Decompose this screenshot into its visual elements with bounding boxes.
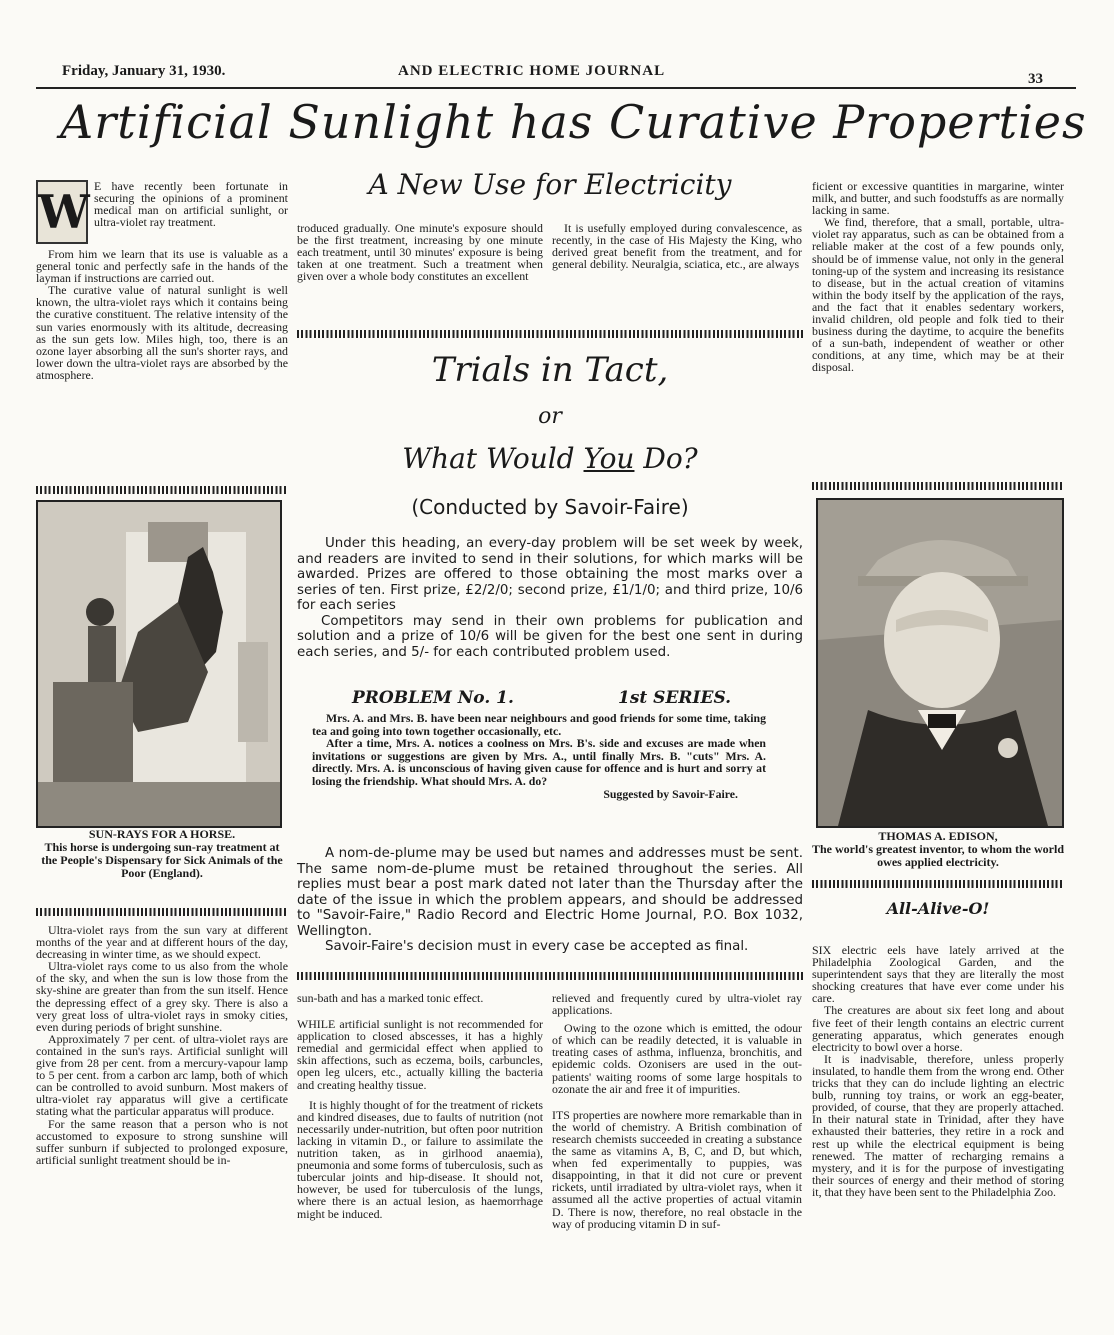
col1-bottom-article — [36, 924, 288, 1166]
col3-top-article — [552, 222, 802, 270]
tact-para-4: Savoir-Faire's decision must in every case be accepted as final. — [325, 939, 749, 954]
edison-caption-text: The world's greatest inventor, to whom the world owes applied electricity. — [812, 842, 1064, 869]
tact-rules — [297, 846, 803, 955]
intro-para-3: The curative value of natural sunlight is well known, the ultra-violet rays which it contains being the curative constituent. The relative intensity of the sun varies enormously with its altitude, decreasing as the sun gets low. Miles high, too, there is an ozone layer absorbing all the sun's shorter rays, and lower down the ultra-violet rays are absorbed by the atmosphere. — [36, 283, 288, 382]
tact-subtitle-b: Do? — [634, 442, 698, 475]
problem-suggested: Suggested by Savoir-Faire. — [603, 786, 738, 801]
subheadline: A New Use for Electricity — [368, 168, 732, 201]
alive-para-2: The creatures are about six feet long and about five feet of their length contains an electric current generating apparatus, which generates enough electricity to bowl over a horse. — [812, 1003, 1064, 1054]
horse-illustration — [38, 502, 280, 826]
tact-subtitle-you: You — [583, 442, 635, 475]
col3-bottom-article — [552, 992, 802, 1230]
edison-photo — [816, 498, 1064, 828]
col4-top-article — [812, 180, 1064, 374]
problem-label: PROBLEM No. 1. — [352, 688, 514, 708]
col4-top-text: ficient or excessive quantities in margarine, winter milk, and butter, and such foodstuffs as are normally lacking in same. — [812, 179, 1064, 218]
divider-rule — [812, 482, 1064, 490]
divider-rule — [36, 908, 288, 916]
horse-caption-title: SUN-RAYS FOR A HORSE. — [88, 827, 236, 841]
col3-top-text: It is usefully employed during convalescence, as recently, in the case of His Majesty the King, who derived great benefit from the treatment, and for general debility. Neuralgia, sciatica, etc., are always — [552, 221, 802, 272]
divider-rule — [36, 486, 288, 494]
col2-para-0: sun-bath and has a marked tonic effect. — [297, 991, 484, 1005]
series-label: 1st SERIES. — [618, 688, 732, 708]
tact-title: Trials in Tact, — [431, 350, 669, 390]
horse-photo — [36, 500, 282, 828]
problem-text — [312, 712, 766, 800]
alive-para-1: SIX electric eels have lately arrived at the Philadelphia Zoological Garden, and the superintendent says that they are literally the most shocking creatures that have ever come under his care. — [812, 943, 1064, 1006]
col3-para-0: relieved and frequently cured by ultra-violet ray applications. — [552, 991, 802, 1018]
divider-rule — [297, 972, 803, 980]
problem-para-1: Mrs. A. and Mrs. B. have been near neighbours and good friends for some time, taking tea and going into town together occasionally, etc. — [312, 711, 766, 738]
col3-para-1: Owing to the ozone which is emitted, the odour of which can be readily detected, it is valuable in treating cases of asthma, influenza, bronchitis, and epidemic colds. Ozonisers are used in the out-patients' waiting rooms of some large hospitals to ozonate the air and free it of impurities. — [552, 1021, 802, 1096]
intro-article — [36, 180, 288, 381]
problem-para-2: After a time, Mrs. A. notices a coolness on Mrs. B's. side and excuses are made when invitations or suggestions are given by Mrs. A., until finally Mrs. B. "cuts" Mrs. A. directly. Mrs. A. is unconscious of having given cause for offence and is hurt and sorry at losing the friendship. What should Mrs. A. do? — [312, 736, 766, 788]
col2-top-text: troduced gradually. One minute's exposure should be the first treatment, increasing by one minute each treatment, until 30 minutes' exposure is being taken at one treatment. Such a treatment when given over a whole body constitutes an excellent — [297, 221, 543, 284]
divider-rule — [297, 330, 803, 338]
col4-top-para-2: We find, therefore, that a small, portable, ultra-violet ray apparatus, such as can be obtained from a reliable maker at the cost of a few pounds only, should be of immense value, not only in the general toning-up of the system and increasing its resistance to disease, but in the actual creation of vitamins within the body itself by the application of the rays, and the fact that it enables sedentary workers, invalid children, old people and folk tied to their business during the daytime, to acquire the benefits of a sun-bath, independent of weather or other conditions, at any time, which may be at their disposal. — [812, 215, 1064, 375]
tact-subtitle — [297, 442, 803, 475]
col2-bottom-article — [297, 992, 543, 1220]
divider-rule — [812, 880, 1064, 888]
tact-intro — [297, 536, 803, 660]
alive-title: All-Alive-O! — [886, 899, 990, 918]
header-rule — [36, 87, 1076, 89]
edison-caption-title: THOMAS A. EDISON, — [878, 829, 998, 843]
tact-or: or — [538, 404, 562, 429]
col3-para-2: ITS properties are nowhere more remarkable than in the world of chemistry. A British combination of research chemists succeeded in creating a substance the same as vitamins A, B, C, and D, but which, when fed experimentally to puppies, was disappointing, in that it did not cure or prevent rickets, until irradiated by ultra-violet rays, when it assumed all the active properties of actual vitamin D. There is now, therefore, no real obstacle in the way of producing vitamin D in suf- — [552, 1107, 802, 1231]
edison-portrait — [818, 500, 1062, 826]
headline: Artificial Sunlight has Curative Properties — [60, 95, 1087, 149]
intro-para-2: From him we learn that its use is valuable as a general tonic and perfectly safe in the hands of the layman if instructions are carried out. — [36, 247, 288, 286]
alive-para-3: It is inadvisable, therefore, unless properly insulated, to handle them from the wrong end. Other tricks that they can do include lighting an electric bulb, running toy trains, or work an egg-beater, provided, of course, that they are properly attached. In their natural state in Trinidad, after they have exhausted their batteries, they retire in a rock and rest up while the electrical equipment is being renewed. The matter of recharging remains a mystery, and it is for the purpose of investigating their sources of energy and their method of storing it, that they have been sent to the Philadelphia Zoo. — [812, 1051, 1064, 1199]
col2-top-article — [297, 222, 543, 282]
tact-subtitle-a: What Would — [402, 442, 584, 475]
page-number: 33 — [1028, 71, 1043, 87]
col1-para-3: Approximately 7 per cent. of ultra-violet rays are contained in the sun's rays. Artificial sunlight will give from 28 per cent. from a mercury-vapour lamp to 5 per cent. from a carbon arc lamp, both of which can be controlled to avoid sunburn. Most makers of ultra-violet ray apparatus will give a certificate stating what the particular apparatus will produce. — [36, 1031, 288, 1119]
journal-name: AND ELECTRIC HOME JOURNAL — [398, 63, 666, 79]
drop-cap: W — [36, 180, 88, 244]
col2-para-1: WHILE artificial sunlight is not recommended for application to closed abscesses, it has a highly remedial and germicidal effect when applied to skin affections, such as eczema, boils, carbuncles, open leg ulcers, etc., actually killing the bacteria and creating healthy tissue. — [297, 1017, 543, 1092]
tact-para-1: Under this heading, an every-day problem will be set week by week, and readers are invited to send in their solutions, for which marks will be awarded. Prizes are offered to those obtaining the most marks over a series of ten. First prize, £2/2/0; second prize, £1/1/0; and third prize, 10/6 for each series — [297, 536, 803, 613]
tact-para-2: Competitors may send in their own problems for publication and solution and a prize of 10/6 will be given for the best one sent in during each series, and 5/- for each contributed problem used. — [297, 613, 803, 660]
issue-date: Friday, January 31, 1930. — [62, 63, 226, 79]
col2-para-2: It is highly thought of for the treatment of rickets and kindred diseases, due to faults of nutrition (not necessarily under-nutrition, but often poor nutrition lacking in vitamin D., or failure to assimilate the nutrition taken, as in girlhood anaemia), pneumonia and some forms of tuberculosis, such as tubercular joints and hip-disease. It should not, however, be used for tuberculosis of the lungs, where there is an actual lesion, as haemorrhage might be induced. — [297, 1097, 543, 1221]
horse-caption — [36, 828, 288, 880]
edison-caption — [812, 830, 1064, 869]
intro-para-1: E have recently been fortunate in securing the opinions of a prominent medical man on artificial sunlight, or ultra-violet ray treatment. — [94, 179, 288, 230]
alive-article — [812, 944, 1064, 1198]
col1-para-1: Ultra-violet rays from the sun vary at different months of the year and at different hours of the day, decreasing in winter time, as we should expect. — [36, 923, 288, 962]
col1-para-2: Ultra-violet rays come to us also from the whole of the sky, and when the sun is low those from the sky-shine are greater than from the sun itself. Hence the depressing effect of a grey sky. There is also a very great loss of ultra-violet rays in smoky cities, even during periods of bright sunshine. — [36, 959, 288, 1034]
horse-caption-text: This horse is undergoing sun-ray treatment at the People's Dispensary for Sick Animals of the Poor (England). — [41, 840, 283, 880]
col1-para-4: For the same reason that a person who is not accustomed to exposure to strong sunshine will suffer sunburn if subjected to prolonged exposure, artificial sunlight treatment should be in- — [36, 1116, 288, 1167]
tact-conducted: (Conducted by Savoir-Faire) — [411, 495, 689, 519]
tact-para-3: A nom-de-plume may be used but names and addresses must be sent. The same nom-de-plume must be retained throughout the series. All replies must bear a post mark dated not later than the Thursday after the date of the issue in which the problem appears, and should be addressed to "Savoir-Faire," Radio Record and Electric Home Journal, P.O. Box 1032, Wellington. — [297, 846, 803, 939]
